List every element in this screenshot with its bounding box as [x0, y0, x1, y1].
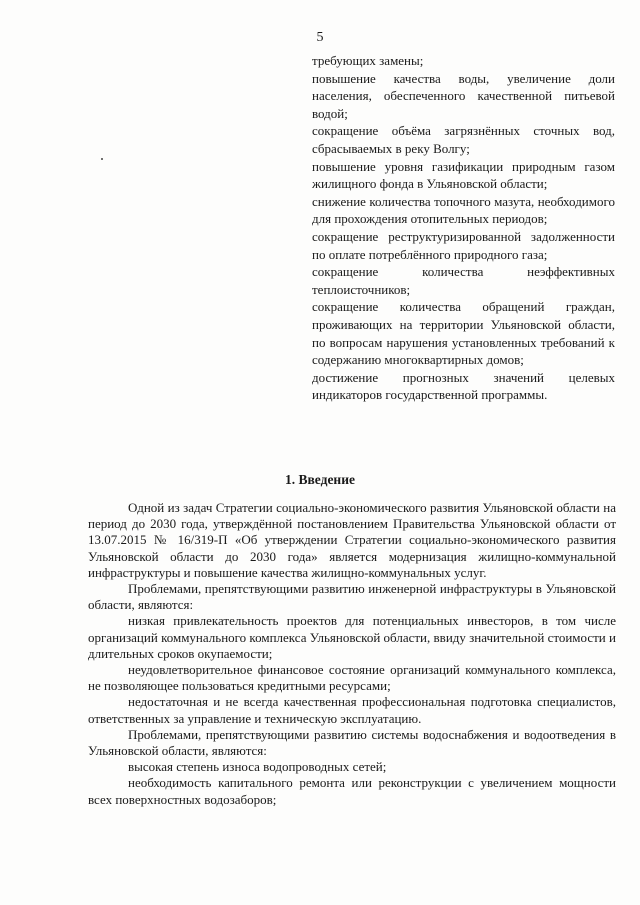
list-item: сокращение объёма загрязнённых сточных вод, сбрасываемых в реку Волгу;: [312, 123, 615, 156]
list-item: требующих замены;: [312, 53, 424, 68]
list-item: повышение качества воды, увеличение доли населения, обеспеченного качественной питьевой водой;: [312, 70, 615, 121]
section-body: [88, 500, 616, 808]
paragraph: Проблемами, препятствующими развитию системы водоснабжения и водоотведения в Ульяновской области, являются:: [88, 726, 616, 759]
scan-speck: [101, 158, 103, 160]
paragraph: недостаточная и не всегда качественная профессиональная подготовка специалистов, ответственных за управление и техническую эксплуатацию.: [88, 694, 616, 726]
expected-results-list: [312, 52, 615, 404]
list-item: достижение прогнозных значений целевых индикаторов государственной программы.: [312, 369, 615, 403]
list-item: сокращение количества неэффективных теплоисточников;: [312, 264, 615, 297]
list-item: повышение уровня газификации природным газом жилищного фонда в Ульяновской области;: [312, 158, 615, 192]
paragraph: неудовлетворительное финансовое состояние организаций коммунального комплекса, не позволяющее пользоваться кредитными ресурсами;: [88, 662, 616, 694]
paragraph: Проблемами, препятствующими развитию инженерной инфраструктуры в Ульяновской области, являются:: [88, 581, 616, 613]
list-item: сокращение реструктуризированной задолженности по оплате потреблённого природного газа;: [312, 228, 615, 262]
paragraph: Одной из задач Стратегии социально-экономического развития Ульяновской области на период до 2030 года, утверждённой постановлением Правительства Ульяновской области от 13.07.2015 № 16/319-П «Об утверждении Стратегии социально-экономического развития Ульяновской области до 2030 года» является модернизация жилищно-коммунальной инфраструктуры и повышение качества жилищно-коммунальных услуг.: [88, 500, 616, 580]
list-item: снижение количества топочного мазута, необходимого для прохождения отопительных периодов;: [312, 193, 615, 227]
page-number: 5: [316, 30, 324, 45]
paragraph: низкая привлекательность проектов для потенциальных инвесторов, в том числе организаций коммунального комплекса Ульяновской области, ввиду значительной стоимости и длительных сроков окупаемости;: [88, 613, 616, 661]
list-item: сокращение количества обращений граждан, проживающих на территории Ульяновской области, по вопросам нарушения установленных требований к содержанию многоквартирных домов;: [312, 299, 615, 368]
section-title: 1. Введение: [285, 472, 355, 487]
paragraph: необходимость капитального ремонта или реконструкции с увеличением мощности всех поверхностных водозаборов;: [88, 775, 616, 807]
paragraph: высокая степень износа водопроводных сетей;: [128, 759, 387, 775]
